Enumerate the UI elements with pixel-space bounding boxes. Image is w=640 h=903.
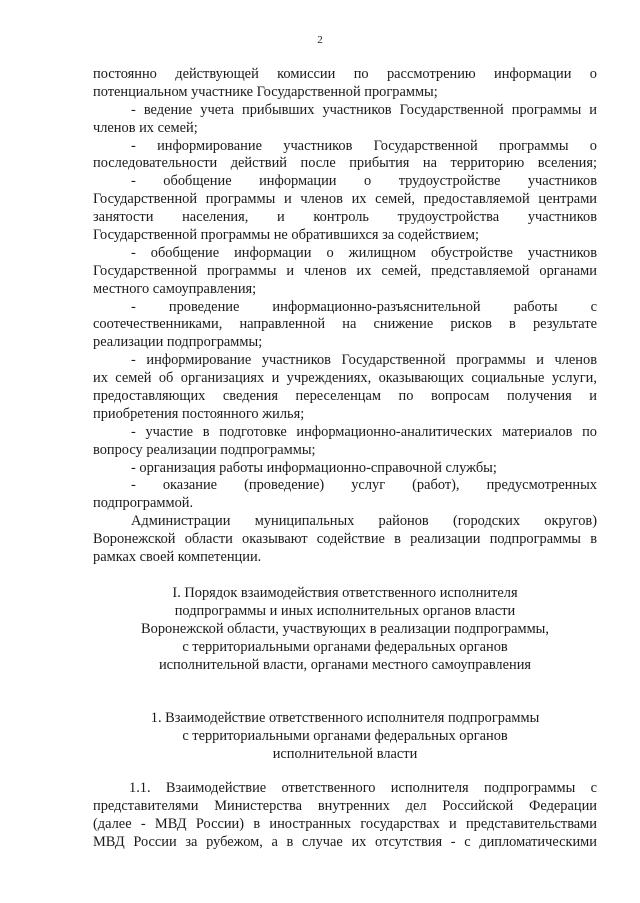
- text-line: Воронежской области оказывают содействие в реализации подпрограммы в: [93, 531, 597, 548]
- list-item-line: - оказание (проведение) услуг (работ), предусмотренных: [131, 477, 597, 494]
- text-line: постоянно действующей комиссии по рассмотрению информации о: [93, 66, 597, 82]
- section-heading-line: подпрограммы и иных исполнительных органов власти: [174, 602, 516, 619]
- text-line: занятости населения, и контроль трудоустройства участников: [93, 209, 597, 226]
- text-line: приобретения постоянного жилья;: [93, 405, 305, 422]
- section-heading-line: I. Порядок взаимодействия ответственного исполнителя: [172, 584, 518, 601]
- text-line: (далее - МВД России) в иностранных государствах и представительствами: [93, 815, 597, 832]
- text-line: МВД России за рубежом, а в случае их отсутствия - с дипломатическими: [93, 833, 597, 850]
- section-heading-line: с территориальными органами федеральных органов: [182, 638, 508, 655]
- paragraph-first-line: 1.1. Взаимодействие ответственного исполнителя подпрограммы с: [129, 780, 597, 797]
- list-item-line: - организация работы информационно-справочной службы;: [131, 459, 497, 476]
- section-heading-line: исполнительной власти, органами местного самоуправления: [158, 656, 532, 673]
- section-heading: [93, 585, 597, 674]
- text-line: представителями Министерства внутренних дел Российской Федерации: [93, 797, 597, 814]
- text-line: подпрограммой.: [93, 495, 194, 512]
- list-item-line: - информирование участников Государственной программы и членов: [131, 352, 597, 369]
- text-line: Государственной программы не обратившихся за содействием;: [93, 227, 480, 244]
- list-item-line: - информирование участников Государственной программы о: [131, 137, 597, 154]
- section-heading-line: Воронежской области, участвующих в реализации подпрограммы,: [141, 620, 549, 637]
- text-line: реализации подпрограммы;: [93, 334, 263, 351]
- paragraph-1-1: [93, 780, 597, 852]
- text-line: предоставляющих сведения переселенцам по вопросам получения и: [93, 388, 597, 405]
- text-line: рамках своей компетенции.: [93, 549, 262, 566]
- text-line: последовательности действий после прибытия на территорию вселения;: [93, 155, 597, 172]
- list-item-line: - проведение информационно-разъяснительной работы с: [131, 298, 597, 315]
- subsection-heading-line: с территориальными органами федеральных органов: [182, 728, 508, 745]
- text-line: их семей об организациях и учреждениях, оказывающих социальные услуги,: [93, 370, 597, 387]
- subsection-heading: [93, 710, 597, 764]
- subsection-heading-line: исполнительной власти: [272, 746, 418, 763]
- text-line: соотечественниками, направленной на снижение рисков в результате: [93, 316, 597, 333]
- text-line: местного самоуправления;: [93, 280, 257, 297]
- subsection-heading-line: 1. Взаимодействие ответственного исполнителя подпрограммы: [150, 710, 540, 727]
- text-line: потенциальном участнике Государственной программы;: [93, 83, 438, 100]
- text-line: вопросу реализации подпрограммы;: [93, 441, 316, 458]
- text-line: членов их семей;: [93, 119, 198, 136]
- list-item-line: - участие в подготовке информационно-аналитических материалов по: [131, 423, 597, 440]
- list-item-line: - обобщение информации о жилищном обустройстве участников: [131, 244, 597, 261]
- list-item-line: - ведение учета прибывших участников Государственной программы и: [131, 101, 597, 118]
- text-line: Государственной программы и членов их семей, представляемой органами: [93, 262, 597, 279]
- document-body: [93, 66, 597, 852]
- list-item-line: - обобщение информации о трудоустройстве участников: [131, 173, 597, 190]
- paragraph-first-line: Администрации муниципальных районов (городских округов): [131, 513, 597, 530]
- text-line: Государственной программы и членов их семей, предоставляемой центрами: [93, 191, 597, 208]
- page-number: 2: [317, 34, 323, 46]
